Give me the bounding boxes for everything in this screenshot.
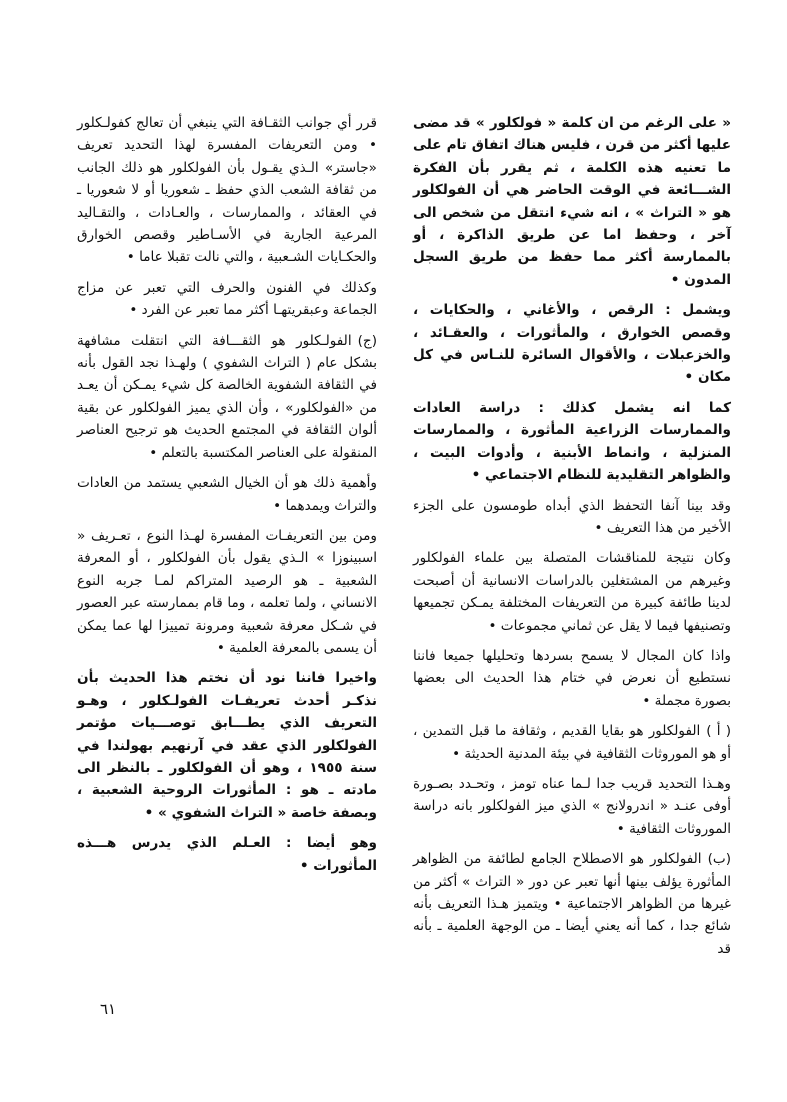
paragraph: ويشمل : الرقص ، والأغاني ، والحكايات ، وقصص الخوارق ، والمأثورات ، والعقـائد ، والخزعبلات ، والأقوال السائرة للنـاس في كل مكان • — [413, 302, 731, 386]
paragraph: وهو أيضا : العـلم الذي يدرس هـــذه المأثورات • — [77, 835, 377, 874]
list-marker: ( أ ) — [706, 723, 731, 740]
list-marker: (ج) — [357, 332, 377, 349]
paragraph: وهـذا التحديد قريب جدا لـما عناه تومز ، وتحـدد بصـورة أوفى عنـد « اندرولانج » الذي ميز الفولكلور بانه دراسة الموروثات الثقافية • — [413, 775, 731, 837]
page-number: ٦١ — [100, 1000, 117, 1018]
paragraph: وأهمية ذلك هو أن الخيال الشعبي يستمد من العادات والتراث ويمدهما • — [77, 475, 377, 514]
paragraph: وقد بينا آنفا التحفظ الذي أبداه طومسون على الجزء الأخير من هذا التعريف • — [413, 497, 731, 536]
paragraph: وكان نتيجة للمناقشات المتصلة بين علماء الفولكلور وغيرهم من المشتغلين بالدراسات الانسانية أن أصبحت لدينا طائفة كبيرة من التعريفات المختلفة يمـكن تجميعها وتصنيفها فيما لا يقل عن ثماني مجموعات • — [413, 550, 731, 634]
paragraph: قرر أي جوانب الثقـافة التي ينبغي أن تعالج كفولـكلور • ومن التعريفات المفسرة لهذا التحديد تعريف «جاستر» الـذي يقـول بأن الفولكلور هو ذلك الجانب من ثقافة الشعب الذي حفظ ـ شعوريا أو لا شعوريا ـ في العقائد ، والممارسات ، والعـادات ، والتقـاليد المرعية الجارية في الأسـاطير وقصص الخوارق والحكـايات الشـعبية ، والتي نالت تقبلا عاما • — [77, 115, 377, 266]
paragraph: كما انه يشمل كذلك : دراسة العادات والممارسات الزراعية المأثورة ، والممارسات المنزلية ، وانماط الأبنية ، وأدوات البيت ، والظواهر التقليدية للنظام الاجتماعي • — [413, 399, 731, 484]
paragraph: وكذلك في الفنون والحرف التي تعبر عن مزاج الجماعة وعبقريتهـا أكثر مما تعبر عن الفرد • — [77, 279, 377, 319]
paragraph: واذا كان المجال لا يسمح بسردها وتحليلها جميعا فاننا نستطيع أن نعرض في ختام هذا الحديث الى بعضها بصورة مجملة • — [413, 647, 731, 709]
list-item-text: الفولكلور هو الاصطلاح الجامع لطائفة من الظواهر المأثورة يؤلف بينها أنها تعبر عن دور « التراث » أكثر من غيرها من الظواهر الاجتماعية • ويتميز هـذا التعريف بأنه شائع جدا ، كما أنه يعني أيضا ـ من الوجهة العلمية ـ بأنه قد — [413, 851, 731, 957]
right-column — [413, 112, 731, 968]
list-item-b — [413, 848, 731, 960]
list-item-a — [413, 720, 731, 765]
list-item-c — [77, 330, 377, 464]
list-item-text: الفولـكلور هو الثقـــافة التي انتقلت مشافهة بشكل عام ( التراث الشفوي ) ولهـذا نجد القول بأنه في الثقافة الشفوية الخالصة كل شيء يمـكن أن يعـد من «الفولكلور» ، وأن الذي يميز الفولكلور عن بقية ألوان الثقافة في المجتمع الحديث هو ترجيح العناصر المنقولة على العناصر المكتسبة بالتعلم • — [77, 332, 377, 461]
paragraph: ومن بين التعريفـات المفسرة لهـذا النوع ، تعـريف « اسبينوزا » الـذي يقول بأن الفولكلور ، أو المعرفة الشعبية ـ هو الرصيد المتراكم لمـا جربه النوع الانساني ، ولما تعلمه ، وما قام بممارسته عبر العصور في شـكل معرفة شعبية ومرونة تمييزا لها عما يمكن أن يسمى بالمعرفة العلمية • — [77, 527, 377, 656]
list-marker: (ب) — [707, 851, 731, 868]
left-column — [77, 112, 377, 885]
paragraph: « على الرغم من ان كلمة « فولكلور » قد مضى عليها أكثر من قرن ، فليس هناك اتفاق تام على ما تعنيه هذه الكلمة ، ثم يقرر بأن الفكرة الشـــائعة في الوقت الحاضر هي أن الفولكلور هو « التراث » ، انه شيء انتقل من شخص الى آخر ، وحفظ اما عن طريق الذاكرة ، أو بالممارسة أكثر مما حفظ من طريق السجل المدون • — [413, 115, 731, 288]
list-item-text: الفولكلور هو بقايا القديم ، وثقافة ما قبل التمدين ، أو هو الموروثات الثقافية في بيئة المدنية الحديثة • — [413, 723, 731, 762]
paragraph: واخيرا فاننا نود أن نختم هذا الحديث بأن نذكـر أحدث تعريفـات الفولـكلور ، وهـو التعريف الذي يطـــابق توصـــيات مؤتمر الفولكلور الذي عقد في آرنهيم بهولندا في سنة ١٩٥٥ ، وهو أن الفولكلور ـ بالنظر الى مادته ـ هو : المأثورات الروحية الشعبية ، وبصفة خاصة « التراث الشفوي » • — [77, 670, 377, 821]
